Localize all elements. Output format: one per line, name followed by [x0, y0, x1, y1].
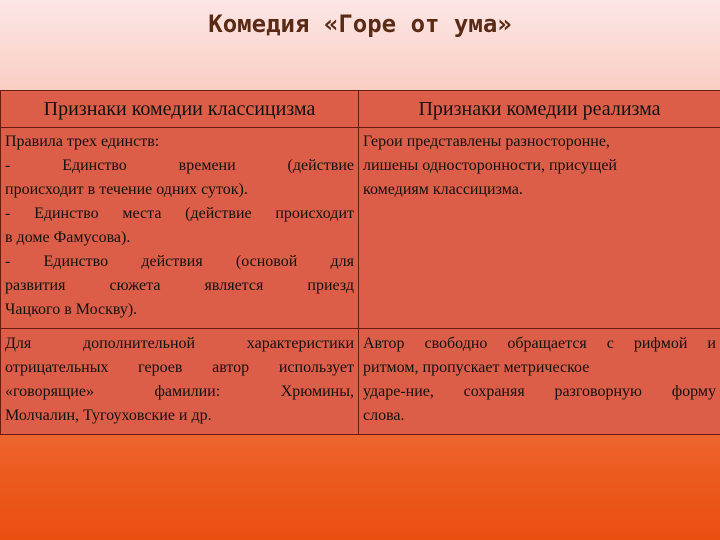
cell-line: ударе-ние, сохраняя разговорную форму [363, 383, 716, 400]
cell-line: ритмом, пропускает метрическое [363, 359, 590, 376]
cell-line: развития сюжета является приезд [5, 277, 354, 294]
comparison-table [0, 90, 720, 435]
table-row [1, 329, 720, 435]
cell-line: отрицательных героев автор использует [5, 359, 354, 376]
table-header-row [1, 91, 720, 128]
cell-line: лишены односторонности, присущей [363, 157, 617, 174]
slide-title: Комедия «Горе от ума» [208, 10, 512, 38]
cell-line: Правила трех единств: [5, 133, 160, 150]
cell-line: - Единство времени (действие [5, 157, 354, 174]
cell-line: Для дополнительной характеристики [5, 335, 354, 352]
table-row [1, 128, 720, 329]
cell-line: происходит в течение одних суток). [5, 181, 248, 198]
cell-line: - Единство действия (основой для [5, 253, 354, 270]
cell-line: в доме Фамусова). [5, 229, 131, 246]
cell-line: - Единство места (действие происходит [5, 205, 354, 222]
header-classicism: Признаки комедии классицизма [1, 91, 359, 128]
cell-line: Чацкого в Москву). [5, 301, 138, 318]
cell-line: Молчалин, Тугоуховские и др. [5, 407, 212, 424]
cell-line: комедиям классицизма. [363, 181, 523, 198]
cell-classicism-names [1, 329, 359, 435]
cell-line: «говорящие» фамилии: Хрюмины, [5, 383, 354, 400]
cell-realism-rhyme [359, 329, 720, 435]
cell-line: Автор свободно обращается с рифмой и [363, 335, 716, 352]
cell-line: слова. [363, 407, 405, 424]
cell-classicism-unities [1, 128, 359, 329]
cell-line: Герои представлены разносторонне, [363, 133, 610, 150]
header-realism: Признаки комедии реализма [359, 91, 720, 128]
cell-realism-heroes [359, 128, 720, 329]
